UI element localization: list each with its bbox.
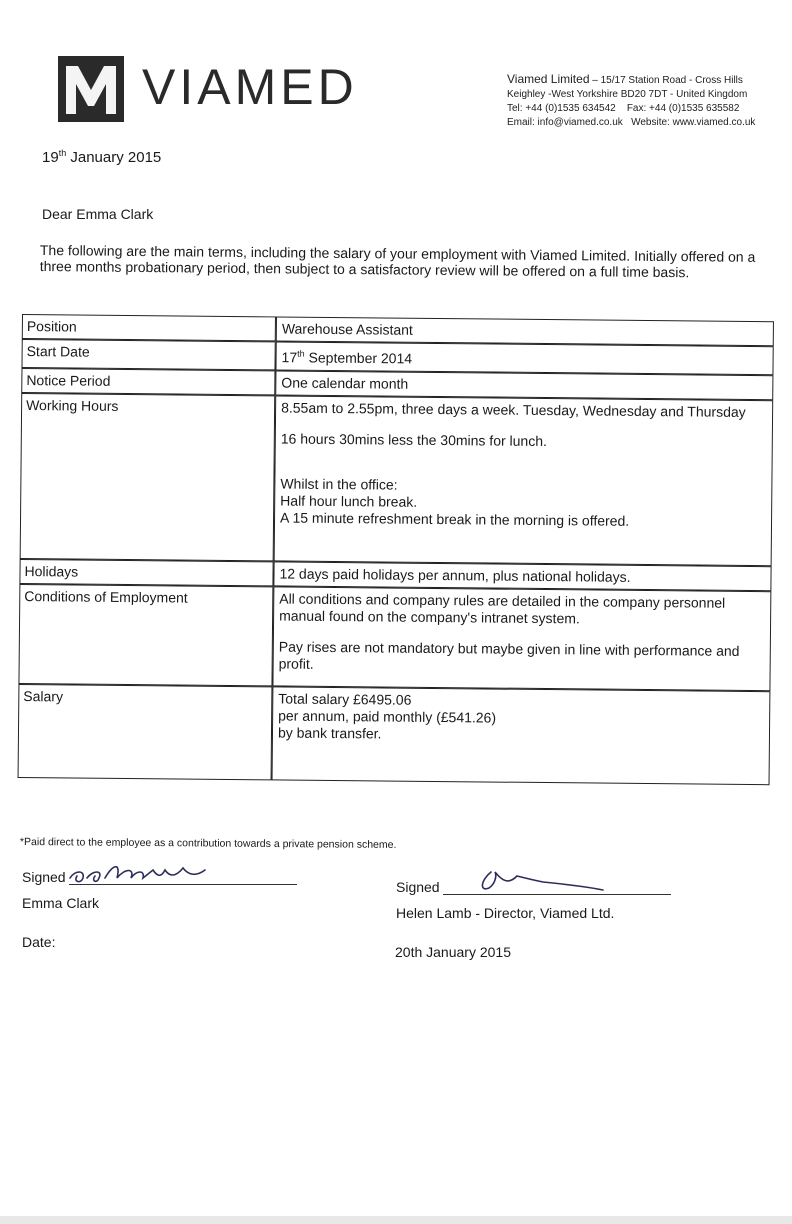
- greeting: Dear Emma Clark: [42, 206, 154, 222]
- company-email: Email: info@viamed.co.uk: [507, 117, 623, 128]
- working-hours-line: Whilst in the office:: [280, 475, 398, 493]
- employee-signature-icon: [65, 856, 255, 886]
- salary-value: [272, 686, 771, 785]
- signed-label-right: Signed: [396, 879, 440, 895]
- start-date-label: Start Date: [21, 339, 275, 370]
- position-value: Warehouse Assistant: [276, 316, 774, 346]
- start-date-rest: September 2014: [304, 349, 413, 367]
- brand-name: VIAMED: [142, 59, 358, 115]
- salary-line: Total salary £6495.06: [278, 690, 412, 708]
- conditions-line: All conditions and company rules are detailed in the company personnel manual found on the company's intranet system.: [279, 590, 726, 627]
- table-row: [18, 684, 771, 785]
- company-tel: Tel: +44 (0)1535 634542: [507, 103, 616, 114]
- terms-table: [18, 314, 774, 785]
- working-hours-line: 16 hours 30mins less the 30mins for lunch.: [280, 430, 548, 449]
- employee-signature-line: [69, 866, 297, 885]
- company-address-1: – 15/17 Station Road - Cross Hills: [592, 75, 743, 86]
- footnote: *Paid direct to the employee as a contribution towards a private pension scheme.: [19, 836, 397, 851]
- salary-label: Salary: [18, 684, 273, 780]
- notice-period-value: One calendar month: [275, 370, 773, 400]
- intro-paragraph: The following are the main terms, including the salary of your employment with Viamed Limited. Initially offered on a three months probationary period, then subject to a satisfactory review will be offered on a full time basis.: [39, 242, 756, 281]
- start-date-suffix: th: [297, 348, 305, 359]
- table-row: [18, 584, 771, 691]
- working-hours-line: A 15 minute refreshment break in the morning is offered.: [279, 509, 630, 529]
- company-website: Website: www.viamed.co.uk: [631, 117, 756, 128]
- letter-date-rest: January 2015: [66, 149, 162, 166]
- conditions-label: Conditions of Employment: [18, 584, 273, 686]
- signed-label-left: Signed: [22, 869, 66, 885]
- company-details: [507, 72, 789, 130]
- m-logo-icon: [58, 56, 124, 122]
- employee-signature-block: [22, 866, 297, 911]
- notice-period-label: Notice Period: [21, 368, 275, 395]
- holidays-value: 12 days paid holidays per annum, plus national holidays.: [273, 561, 771, 591]
- director-signature-block: [396, 878, 671, 921]
- table-row: [20, 393, 774, 566]
- letter-date-day: 19: [42, 149, 59, 166]
- company-fax: Fax: +44 (0)1535 635582: [626, 103, 740, 114]
- holidays-label: Holidays: [19, 559, 273, 586]
- conditions-line: Pay rises are not mandatory but maybe given in line with performance and profit.: [278, 638, 740, 672]
- company-name: Viamed Limited: [507, 72, 590, 86]
- working-hours-label: Working Hours: [20, 393, 276, 561]
- date-label: Date:: [22, 934, 56, 950]
- scan-edge: [0, 1216, 792, 1224]
- working-hours-line: 8.55am to 2.55pm, three days a week. Tuesday, Wednesday and Thursday: [281, 399, 746, 420]
- conditions-value: [272, 586, 771, 691]
- employee-name: Emma Clark: [22, 895, 100, 911]
- position-label: Position: [22, 314, 276, 341]
- director-name: Helen Lamb - Director, Viamed Ltd.: [396, 905, 615, 921]
- viamed-logo-mark: [58, 56, 124, 122]
- salary-line: by bank transfer.: [277, 724, 382, 742]
- director-signature-icon: [473, 864, 633, 898]
- company-address-2: Keighley -West Yorkshire BD20 7DT - United Kingdom: [507, 89, 748, 100]
- salary-line: per annum, paid monthly (£541.26): [278, 707, 497, 726]
- director-signature-line: [443, 878, 671, 895]
- start-date-day: 17: [281, 349, 298, 366]
- letter-date-suffix: th: [58, 148, 67, 158]
- working-hours-line: Half hour lunch break.: [280, 492, 418, 510]
- letter-date: [42, 148, 161, 166]
- director-date: 20th January 2015: [395, 944, 511, 960]
- working-hours-value: [274, 395, 774, 566]
